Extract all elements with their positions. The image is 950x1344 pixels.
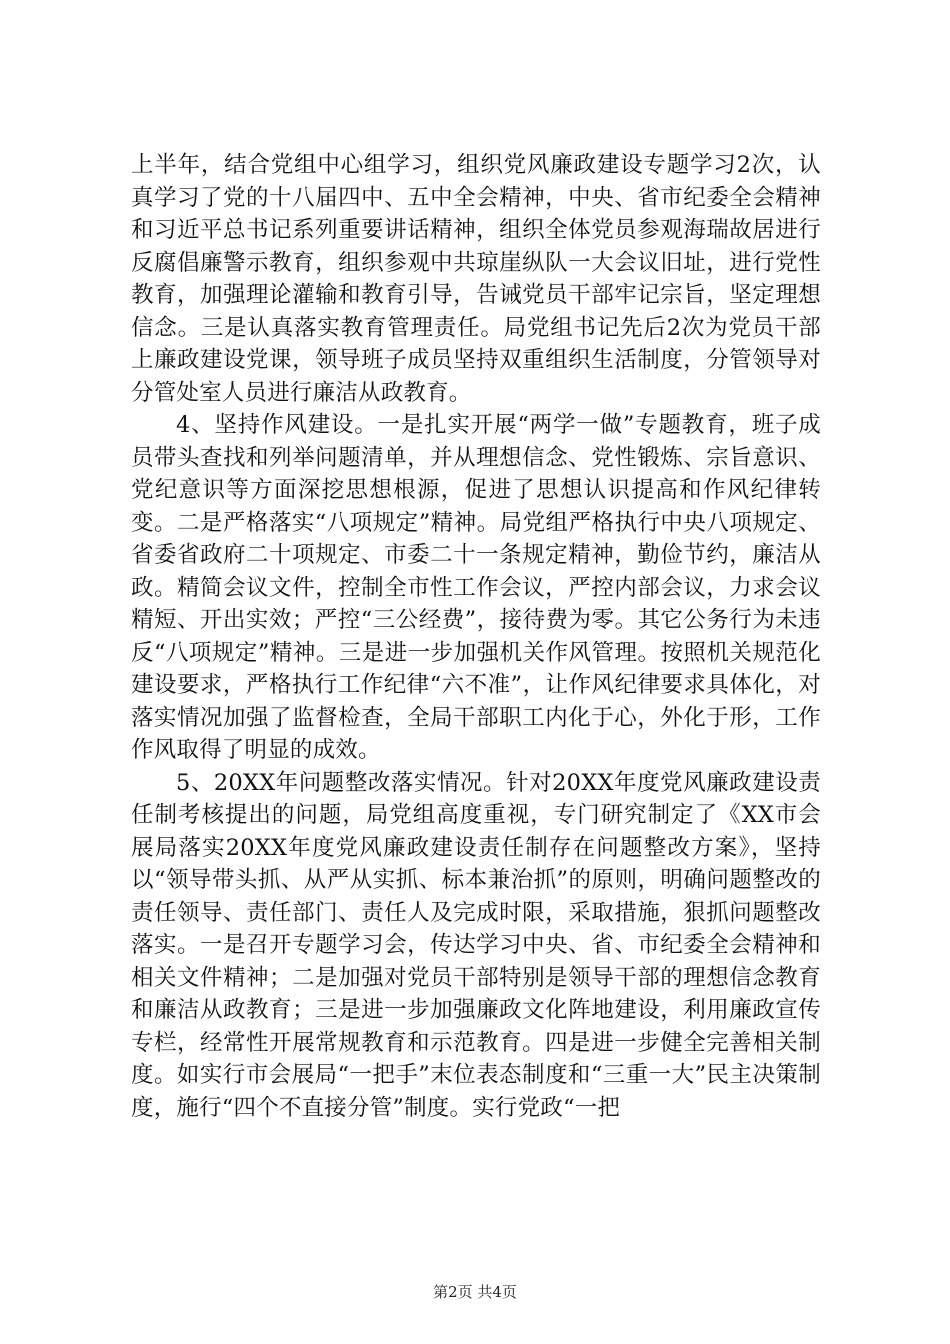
paragraph-work-style: 4、坚持作风建设。一是扎实开展“两学一做”专题教育，班子成员带头查找和列举问题清单，并从理想信念、党性锻炼、宗旨意识、党纪意识等方面深挖思想根源，促进了思想认识提高和作风纪律转变。二是严格落实“八项规定”精神。局党组严格执行中央八项规定、省委省政府二十项规定、市委二十一条规定精神，勤俭节约，廉洁从政。精简会议文件，控制全市性工作会议，严控内部会议，力求会议精短、开出实效；严控“三公经费”，接待费为零。其它公务行为未违反“八项规定”精神。三是进一步加强机关作风管理。按照机关规范化建设要求，严格执行工作纪律“六不准”，让作风纪律要求具体化，对落实情况加强了监督检查，全局干部职工内化于心，外化于形，工作作风取得了明显的成效。	[131, 412, 821, 763]
paragraph-continued: 上半年，结合党组中心组学习，组织党风廉政建设专题学习2次，认真学习了党的十八届四中、五中全会精神，中央、省市纪委全会精神和习近平总书记系列重要讲话精神，组织全体党员参观海瑞故居进行反腐倡廉警示教育，组织参观中共琼崖纵队一大会议旧址，进行党性教育，加强理论灌输和教育引导，告诫党员干部牢记宗旨，坚定理想信念。三是认真落实教育管理责任。局党组书记先后2次为党员干部上廉政建设党课，领导班子成员坚持双重组织生活制度，分管领导对分管处室人员进行廉洁从政教育。	[131, 152, 821, 406]
paragraph-rectification: 5、20XX年问题整改落实情况。针对20XX年度党风廉政建设责任制考核提出的问题，局党组高度重视，专门研究制定了《XX市会展局落实20XX年度党风廉政建设责任制存在问题整改方案》，坚持以“领导带头抓、从严从实抓、标本兼治抓”的原则，明确问题整改的责任领导、责任部门、责任人及完成时限，采取措施，狠抓问题整改落实。一是召开专题学习会，传达学习中央、省、市纪委全会精神和相关文件精神；二是加强对党员干部特别是领导干部的理想信念教育和廉洁从政教育；三是进一步加强廉政文化阵地建设，利用廉政宣传专栏，经常性开展常规教育和示范教育。四是进一步健全完善相关制度。如实行市会展局“一把手”末位表态制度和“三重一大”民主决策制度，施行“四个不直接分管”制度。实行党政“一把	[131, 769, 821, 1121]
document-body	[131, 149, 821, 1124]
page-number-footer: 第2页 共4页	[433, 1283, 517, 1301]
